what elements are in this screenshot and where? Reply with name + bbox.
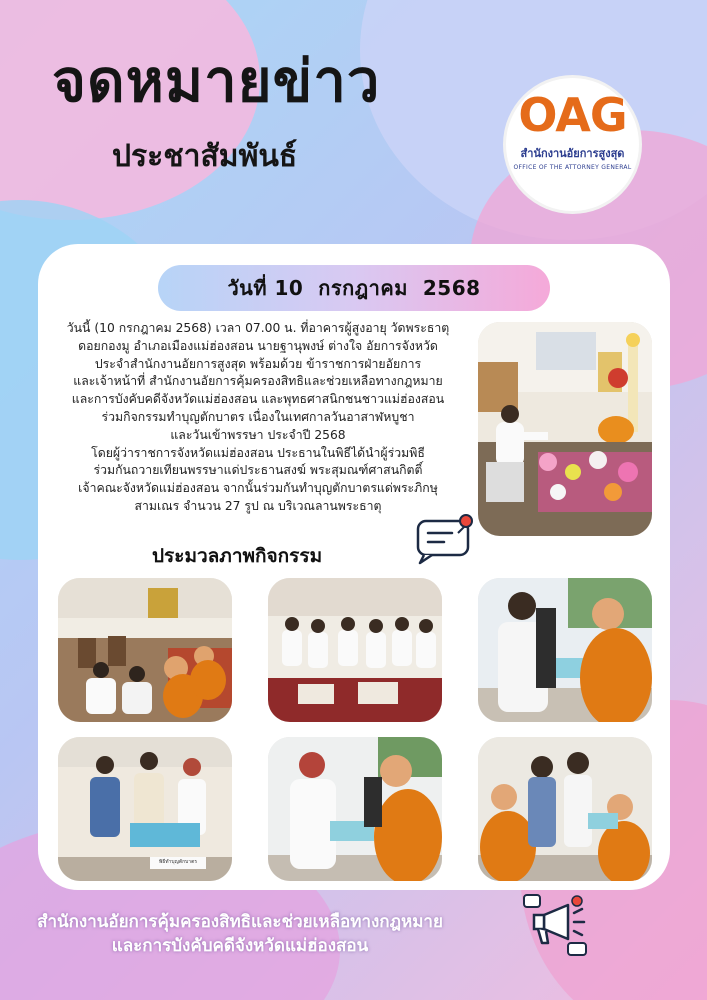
megaphone-icon xyxy=(522,893,592,959)
news-body xyxy=(48,320,468,516)
body-line: และการบังคับคดีจังหวัดแม่ฮ่องสอน และพุทธศาสนิกชนชาวแม่ฮ่องสอน xyxy=(71,392,445,407)
sign-text: พิธีทำบุญตักบาตร xyxy=(158,859,198,865)
main-ceremony-photo xyxy=(478,322,652,536)
logo-name-english: OFFICE OF THE ATTORNEY GENERAL xyxy=(513,164,632,171)
logo-name-thai: สำนักงานอัยการสูงสุด xyxy=(520,147,625,160)
newsletter-subtitle: ประชาสัมพันธ์ xyxy=(112,139,298,174)
footer-line: และการบังคับคดีจังหวัดแม่ฮ่องสอน xyxy=(111,936,369,956)
footer-line: สำนักงานอัยการคุ้มครองสิทธิและช่วยเหลือทางกฎหมาย xyxy=(37,912,443,932)
body-line: ประจำสำนักงานอัยการสูงสุด พร้อมด้วย ข้าราชการฝ่ายอัยการ xyxy=(94,356,422,371)
gallery-title: ประมวลภาพกิจกรรม xyxy=(152,545,323,567)
chat-bubble-icon xyxy=(416,513,478,565)
date-text: วันที่ 10 กรกฎาคม 2568 xyxy=(227,276,481,300)
body-line: โดยผู้ว่าราชการจังหวัดแม่ฮ่องสอน ประธานในพิธีได้นำผู้ร่วมพิธี xyxy=(91,445,425,460)
body-line: และเจ้าหน้าที่ สำนักงานอัยการคุ้มครองสิทธิและช่วยเหลือทางกฎหมาย xyxy=(73,374,443,389)
newsletter-title: จดหมายข่าว xyxy=(52,47,381,115)
gallery-photo xyxy=(478,578,652,722)
logo-mark: OAG xyxy=(518,88,627,142)
gallery-photo xyxy=(268,578,442,722)
body-line: ร่วมกันถวายเทียนพรรษาแด่ประธานสงฆ์ พระสุมณฑ์ศาสนกิตติ์ xyxy=(93,463,423,478)
body-line: ร่วมกิจกรรมทำบุญตักบาตร เนื่องในเทศกาลวันอาสาฬหบูชา xyxy=(101,409,415,424)
gallery-photo xyxy=(58,737,232,881)
body-line: วันนี้ (10 กรกฎาคม 2568) เวลา 07.00 น. ที่อาคารผู้สูงอายุ วัดพระธาตุ xyxy=(66,321,450,335)
gallery-photo xyxy=(268,737,442,881)
body-line: สามเณร จำนวน 27 รูป ณ บริเวณลานพระธาตุ xyxy=(134,498,382,513)
date-banner xyxy=(158,265,550,311)
body-line: และวันเข้าพรรษา ประจำปี 2568 xyxy=(170,427,346,442)
body-line: เจ้าคณะจังหวัดแม่ฮ่องสอน จากนั้นร่วมกันทำบุญตักบาตรแด่พระภิกษุ xyxy=(78,481,438,496)
body-line: ดอยกองมู อำเภอเมืองแม่ฮ่องสอน นายฐานุพงษ์ ต่างใจ อัยการจังหวัด xyxy=(78,338,438,353)
organization-footer xyxy=(0,910,480,958)
gallery-photo xyxy=(478,737,652,881)
oag-logo xyxy=(506,78,639,211)
gallery-photo xyxy=(58,578,232,722)
